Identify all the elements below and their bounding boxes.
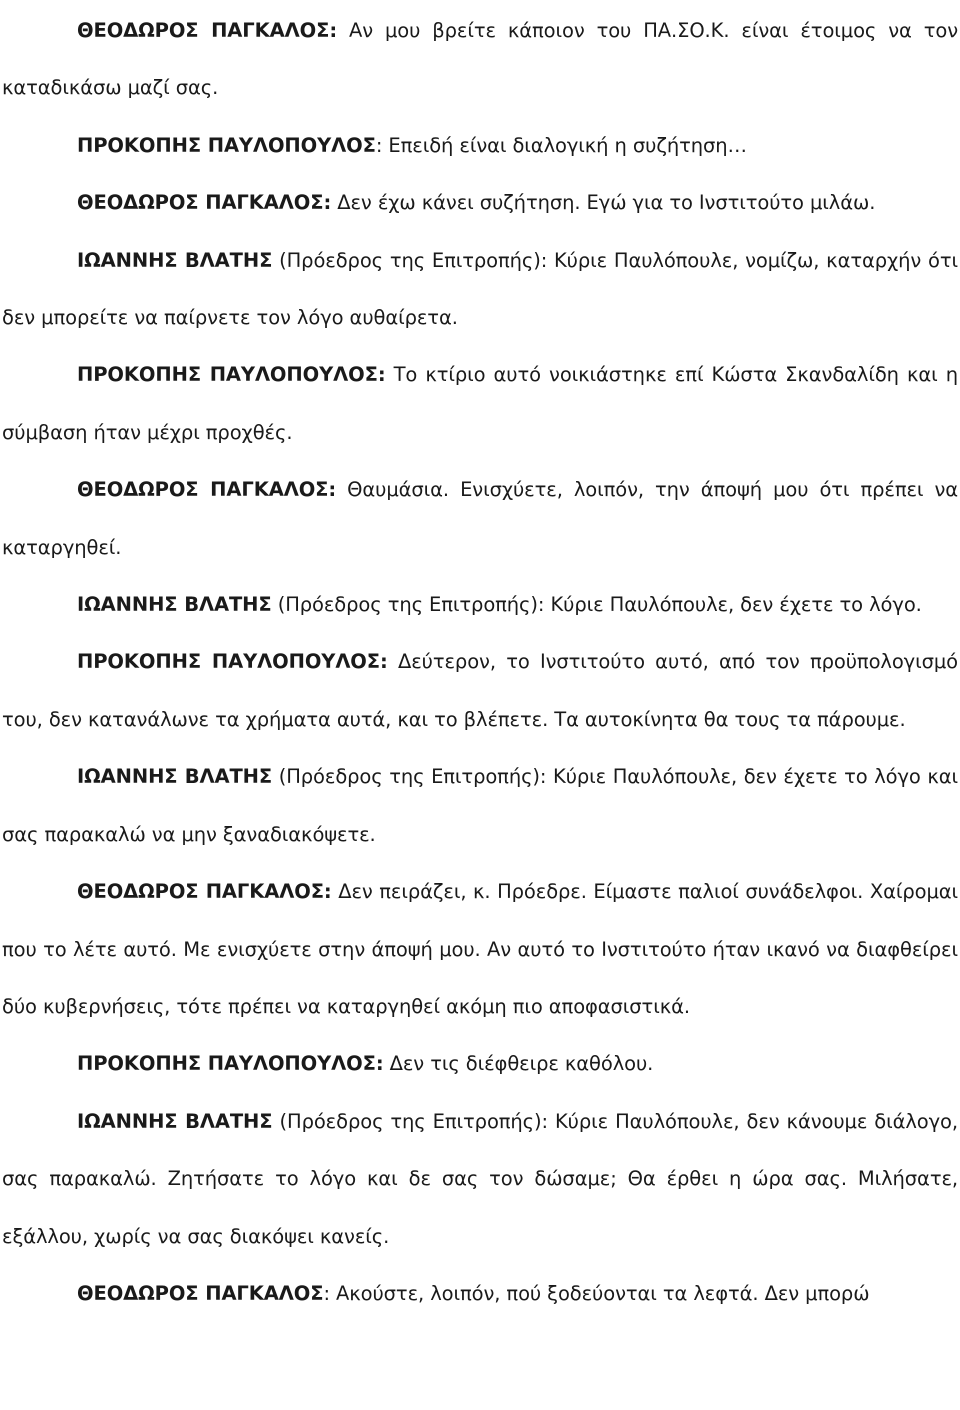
transcript-paragraph	[2, 1035, 958, 1092]
speech-text: Δεύτερον, το Ινστιτούτο αυτό, από τον προϋπολογισμό του, δεν κατανάλωνε τα χρήματα αυτά, και το βλέπετε. Τα αυτοκίνητα θα τους τα πάρουμε.	[2, 650, 959, 731]
speech-text: Το κτίριο αυτό νοικιάστηκε επί Κώστα Σκανδαλίδη και η σύμβαση ήταν μέχρι προχθές.	[2, 363, 959, 444]
transcript-paragraph	[2, 174, 958, 231]
transcript-paragraph	[2, 2, 958, 117]
speaker-name: ΙΩΑΝΝΗΣ ΒΛΑΤΗΣ	[77, 765, 273, 789]
speaker-name: ΠΡΟΚΟΠΗΣ ΠΑΥΛΟΠΟΥΛΟΣ:	[77, 1052, 384, 1076]
speaker-name: ΘΕΟΔΩΡΟΣ ΠΑΓΚΑΛΟΣ	[77, 1281, 324, 1305]
speaker-name: ΘΕΟΔΩΡΟΣ ΠΑΓΚΑΛΟΣ:	[77, 478, 337, 502]
speech-text: : Ακούστε, λοιπόν, πού ξοδεύονται τα λεφτά. Δεν μπορώ	[323, 1281, 870, 1305]
speaker-name: ΙΩΑΝΝΗΣ ΒΛΑΤΗΣ	[77, 248, 273, 272]
speech-text: (Πρόεδρος της Επιτροπής): Κύριε Παυλόπουλε, δεν έχετε το λόγο.	[271, 593, 922, 617]
speech-text: : Επειδή είναι διαλογική η συζήτηση…	[375, 133, 747, 157]
speaker-name: ΘΕΟΔΩΡΟΣ ΠΑΓΚΑΛΟΣ:	[77, 880, 332, 904]
transcript-paragraph	[2, 232, 958, 347]
transcript-paragraph	[2, 1093, 958, 1265]
transcript-paragraph	[2, 633, 958, 748]
speaker-name: ΙΩΑΝΝΗΣ ΒΛΑΤΗΣ	[77, 1109, 273, 1133]
speaker-name: ΠΡΟΚΟΠΗΣ ΠΑΥΛΟΠΟΥΛΟΣ:	[77, 650, 388, 674]
speaker-name: ΠΡΟΚΟΠΗΣ ΠΑΥΛΟΠΟΥΛΟΣ:	[77, 363, 386, 387]
speech-text: (Πρόεδρος της Επιτροπής): Κύριε Παυλόπουλε, δεν κάνουμε διάλογο, σας παρακαλώ. Ζητήσατε το λόγο και δε σας τον δώσαμε; Θα έρθει η ώρα σας. Μιλήσατε, εξάλλου, χωρίς να σας διακόψει κανείς.	[2, 1109, 958, 1248]
speech-text: (Πρόεδρος της Επιτροπής): Κύριε Παυλόπουλε, νομίζω, καταρχήν ότι δεν μπορείτε να παίρνετε τον λόγο αυθαίρετα.	[2, 248, 958, 330]
speaker-name: ΘΕΟΔΩΡΟΣ ΠΑΓΚΑΛΟΣ:	[77, 191, 332, 215]
speaker-name: ΙΩΑΝΝΗΣ ΒΛΑΤΗΣ	[77, 593, 272, 617]
transcript-paragraph	[2, 117, 958, 174]
speaker-name: ΠΡΟΚΟΠΗΣ ΠΑΥΛΟΠΟΥΛΟΣ	[77, 133, 376, 157]
transcript-paragraph	[2, 863, 958, 1035]
transcript-paragraph	[2, 461, 958, 576]
transcript-paragraph	[2, 346, 958, 461]
speech-text: Θαυμάσια. Ενισχύετε, λοιπόν, την άποψή μου ότι πρέπει να καταργηθεί.	[2, 478, 958, 559]
transcript-paragraph	[2, 748, 958, 863]
transcript-paragraph	[2, 1265, 958, 1322]
speech-text: Δεν τις διέφθειρε καθόλου.	[383, 1052, 654, 1076]
speech-text: (Πρόεδρος της Επιτροπής): Κύριε Παυλόπουλε, δεν έχετε το λόγο και σας παρακαλώ να μην ξαναδιακόψετε.	[2, 765, 958, 846]
speech-text: Δεν έχω κάνει συζήτηση. Εγώ για το Ινστιτούτο μιλάω.	[331, 191, 876, 215]
speaker-name: ΘΕΟΔΩΡΟΣ ΠΑΓΚΑΛΟΣ:	[77, 19, 338, 42]
speech-text: Δεν πειράζει, κ. Πρόεδρε. Είμαστε παλιοί συνάδελφοι. Χαίρομαι που το λέτε αυτό. Με ενισχύετε στην άποψή μου. Αν αυτό το Ινστιτούτο ήταν ικανό να διαφθείρει δύο κυβερνήσεις, τότε πρέπει να καταργηθεί ακόμη πιο αποφασιστικά.	[2, 880, 959, 1018]
speech-text: Αν μου βρείτε κάποιον του ΠΑ.ΣΟ.Κ. είναι έτοιμος να τον καταδικάσω μαζί σας.	[2, 19, 958, 100]
transcript-paragraph	[2, 576, 958, 633]
